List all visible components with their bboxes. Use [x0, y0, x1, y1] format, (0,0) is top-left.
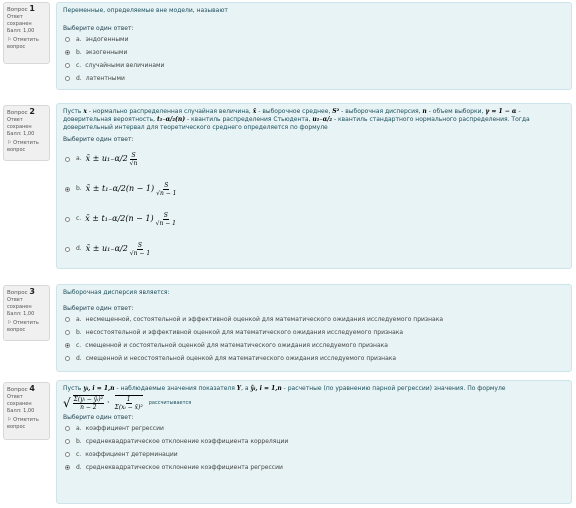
formula: x̄ ± t₁₋α/2(n − 1)	[85, 184, 155, 193]
formula: x̄ ± u₁₋α/2	[85, 154, 128, 163]
radio-d[interactable]	[65, 465, 70, 470]
answer-option-c[interactable]: c. смещенной и состоятельной оценкой для математического ожидания исследуемого признака	[65, 339, 565, 352]
answer-option-c[interactable]: c. x̄ ± t₁₋α/2(n − 1) $\frac{S}{√n - 1}$	[65, 204, 565, 234]
question-info	[3, 285, 50, 341]
flag-icon: ⚐	[7, 417, 12, 423]
radio-c[interactable]	[65, 63, 70, 68]
radio-d[interactable]	[65, 356, 70, 361]
answer-option-b[interactable]: b. несостоятельной и эффективной оценкой для математического ожидания исследуемого признака	[65, 326, 565, 339]
question-info	[3, 382, 50, 440]
radio-c[interactable]	[65, 343, 70, 348]
radio-a[interactable]	[65, 37, 70, 42]
radio-b[interactable]	[65, 50, 70, 55]
question-text: Выборочная дисперсия является:	[63, 289, 170, 296]
question-text-box	[56, 284, 572, 372]
question-status: Ответ сохранен	[7, 117, 32, 130]
radio-b[interactable]	[65, 187, 70, 192]
radio-c[interactable]	[65, 452, 70, 457]
question-number: Вопрос 1	[7, 4, 35, 13]
flag-icon: ⚐	[7, 320, 12, 326]
answer-option-d[interactable]: d. латентными	[65, 72, 565, 85]
question-status: Ответ сохранен	[7, 14, 32, 27]
radio-b[interactable]	[65, 330, 70, 335]
question-status: Ответ сохранен	[7, 394, 32, 407]
answer-option-b[interactable]: b. x̄ ± t₁₋α/2(n − 1) $\frac{S}{√n - 1}$	[65, 174, 565, 204]
radio-d[interactable]	[65, 76, 70, 81]
question-info	[3, 105, 50, 161]
radio-c[interactable]	[65, 217, 70, 222]
answer-prompt: Выберите один ответ:	[63, 414, 134, 421]
question-text-box	[56, 2, 572, 90]
question-text: Переменные, определяемые вне модели, называют	[63, 7, 228, 14]
radio-a[interactable]	[65, 317, 70, 322]
flag-question-button[interactable]: ⚐ Отметить вопрос	[7, 417, 39, 430]
flag-icon: ⚐	[7, 140, 12, 146]
answer-option-c[interactable]: c. коэффициент детерминации	[65, 448, 565, 461]
flag-question-button[interactable]: ⚐ Отметить вопрос	[7, 320, 39, 333]
radio-a[interactable]	[65, 426, 70, 431]
answer-option-a[interactable]: a. эндогенными	[65, 33, 565, 46]
flag-icon: ⚐	[7, 37, 12, 43]
formula: √ $\frac{\text{Σ(yᵢ − ŷᵢ)²}}{n - 2}$ · $\frac{1}{\text{Σ(xᵢ − x̄)²}}$ рассчитывается	[63, 396, 192, 411]
answer-option-b[interactable]: b. среднеквадратическое отклонение коэффициента корреляции	[65, 435, 565, 448]
flag-question-button[interactable]: ⚐ Отметить вопрос	[7, 37, 39, 50]
question-text-box	[56, 103, 572, 269]
question-info	[3, 2, 50, 64]
question-number: Вопрос 2	[7, 107, 35, 116]
answer-option-c[interactable]: c. случайными величинами	[65, 59, 565, 72]
formula: x̄ ± u₁₋α/2	[85, 244, 128, 253]
question-score: Балл: 1,00	[7, 408, 35, 414]
question-score: Балл: 1,00	[7, 28, 35, 34]
answer-option-d[interactable]: d. среднеквадратическое отклонение коэффициента регрессии	[65, 461, 565, 474]
question-text: Пусть x - нормально распределенная случайная величина, x̄ - выборочное среднее, S² - выборочная дисперсия, n - объем выборки, γ = 1 − α - доверительная вероятность, t₁₋α/₂(n) - квантиль распределения Стьюдента, u₁₋α/₂ - квантиль стандартного нормального распределения. Тогда доверительный интервал для теоретического среднего определяется по формуле	[63, 108, 530, 131]
radio-d[interactable]	[65, 247, 70, 252]
answer-option-a[interactable]: a. коэффициент регрессии	[65, 422, 565, 435]
answer-option-b[interactable]: b. экзогенными	[65, 46, 565, 59]
question-number: Вопрос 4	[7, 384, 35, 393]
answer-option-a[interactable]: a. несмещенной, состоятельной и эффективной оценкой для математического ожидания исследуемого признака	[65, 313, 565, 326]
question-text-box	[56, 380, 572, 504]
question-number: Вопрос 3	[7, 287, 35, 296]
formula: x̄ ± t₁₋α/2(n − 1)	[85, 214, 154, 223]
answer-option-d[interactable]: d. x̄ ± u₁₋α/2 $\frac{S}{√n - 1}$	[65, 234, 565, 264]
question-score: Балл: 1,00	[7, 311, 35, 317]
question-score: Балл: 1,00	[7, 131, 35, 137]
radio-b[interactable]	[65, 439, 70, 444]
answer-prompt: Выберите один ответ:	[63, 25, 134, 32]
question-status: Ответ сохранен	[7, 297, 32, 310]
answer-option-a[interactable]: a. x̄ ± u₁₋α/2 $\frac{S}{√n}$	[65, 144, 565, 174]
answer-prompt: Выберите один ответ:	[63, 305, 134, 312]
flag-question-button[interactable]: ⚐ Отметить вопрос	[7, 140, 39, 153]
radio-a[interactable]	[65, 157, 70, 162]
question-text: Пусть yᵢ, i = 1,n - наблюдаемые значения показателя Y, а ŷᵢ, i = 1,n - расчетные (по уравнению парной регрессии) значения. По формуле	[63, 385, 506, 392]
answer-option-d[interactable]: d. смещенной и несостоятельной оценкой для математического ожидания исследуемого признака	[65, 352, 565, 365]
answer-prompt: Выберите один ответ:	[63, 136, 134, 143]
